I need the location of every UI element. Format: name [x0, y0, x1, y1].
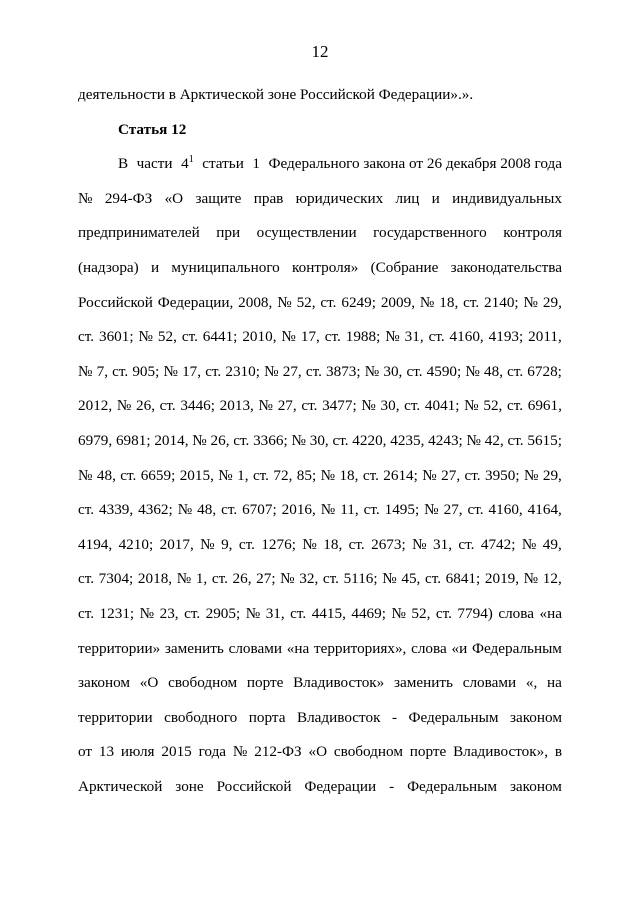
word: ст.	[428, 328, 445, 346]
word: ст.	[181, 328, 198, 346]
word: 27,	[443, 501, 463, 519]
word: ст.	[467, 501, 484, 519]
clause-superscript: 1	[188, 154, 194, 166]
word: ст.	[332, 431, 349, 449]
word: ст.	[252, 466, 269, 484]
word: Владивосток»	[293, 674, 385, 692]
word: 2012,	[78, 397, 113, 415]
word: №	[232, 743, 248, 761]
word: 2015	[161, 743, 192, 761]
page-number: 12	[311, 42, 329, 61]
word: 26,	[210, 431, 230, 449]
word: №	[424, 501, 439, 519]
word: 52,	[483, 397, 503, 415]
word: ст.	[324, 328, 341, 346]
word: 3366;	[253, 431, 288, 449]
word: 4742;	[480, 535, 516, 553]
word: июля	[120, 743, 155, 761]
word: №	[138, 328, 153, 346]
word: 212-ФЗ	[254, 743, 302, 761]
text-line	[78, 216, 562, 251]
word: Владивосток	[296, 708, 381, 726]
word: 30,	[309, 431, 329, 449]
text-line-first	[78, 147, 562, 182]
text-line	[78, 562, 562, 597]
word: №	[291, 431, 306, 449]
text-line-continuation	[78, 78, 562, 113]
word: №	[320, 466, 336, 484]
word: 2011,	[528, 328, 562, 346]
word: 18,	[339, 466, 359, 484]
word: №	[163, 362, 178, 380]
word: №	[391, 604, 406, 622]
word: Федеральным	[407, 777, 497, 795]
clause-base: 4	[181, 155, 189, 173]
word: 6249;	[341, 293, 376, 311]
word: ст.	[406, 362, 423, 380]
word: контроля»	[292, 258, 359, 276]
word: №	[523, 293, 539, 311]
word: ст.	[348, 535, 365, 553]
word: 48,	[197, 501, 217, 519]
word: 45,	[401, 570, 421, 588]
word: ст.	[221, 501, 238, 519]
word: ст.	[120, 466, 137, 484]
word: территории	[78, 708, 153, 726]
word: ст.	[507, 397, 524, 415]
text-line	[78, 597, 562, 632]
word: 26,	[232, 570, 252, 588]
word: осуществлении	[256, 224, 357, 242]
word: ст.	[458, 535, 475, 553]
word: 4220,	[352, 431, 387, 449]
word: 2009,	[380, 293, 415, 311]
word: 2008,	[238, 293, 273, 311]
word: 4469;	[351, 604, 386, 622]
word: 7794)	[457, 604, 493, 622]
word: 18,	[439, 293, 459, 311]
word: слова	[498, 604, 534, 622]
text-line	[78, 701, 562, 736]
word: 48,	[96, 466, 116, 484]
word: №	[361, 397, 376, 415]
word: «и	[451, 639, 468, 657]
word: №	[218, 466, 233, 484]
word: 29,	[542, 293, 562, 311]
word: 49,	[542, 535, 562, 553]
word: №	[320, 501, 336, 519]
word: 4243;	[428, 431, 463, 449]
word: №	[385, 328, 400, 346]
clause-number	[181, 147, 194, 182]
word: законом	[78, 674, 130, 692]
word: №	[277, 293, 292, 311]
word: 52,	[296, 293, 316, 311]
text-line	[78, 770, 562, 805]
word: при	[216, 224, 241, 242]
word: года	[198, 743, 227, 761]
word: №	[302, 535, 317, 553]
word: 4415,	[311, 604, 346, 622]
word: ст.	[464, 466, 481, 484]
word: Владивосток»,	[453, 743, 548, 761]
word: ст.	[290, 604, 307, 622]
word: 4164,	[527, 501, 562, 519]
word: 2016,	[281, 501, 316, 519]
word: заменить	[164, 639, 224, 657]
word: свободном	[168, 674, 238, 692]
word: «О	[139, 674, 159, 692]
word: порте	[246, 674, 284, 692]
word: 12,	[542, 570, 562, 588]
word: 4160,	[449, 328, 484, 346]
word: законодательства	[450, 258, 562, 276]
word: 2140;	[484, 293, 519, 311]
word: ст.	[424, 570, 442, 588]
word: 29,	[542, 466, 562, 484]
word: 27,	[277, 397, 297, 415]
word: 6728;	[527, 362, 562, 380]
word: ст.	[78, 570, 95, 588]
word: 31,	[433, 535, 452, 553]
word: законом	[509, 777, 562, 795]
word: 31,	[265, 604, 285, 622]
word: 4041;	[424, 397, 460, 415]
word: 1988;	[345, 328, 381, 346]
word: на	[547, 674, 562, 692]
word: №	[176, 570, 192, 588]
word: -	[389, 777, 395, 795]
word: 7304;	[98, 570, 134, 588]
word: №	[465, 362, 480, 380]
word: 13	[98, 743, 115, 761]
word: «,	[525, 674, 538, 692]
word: ст.	[112, 362, 129, 380]
word: 6979,	[78, 431, 113, 449]
word: 4193;	[488, 328, 524, 346]
word: №	[245, 604, 261, 622]
word: ст.	[233, 431, 250, 449]
word: ст.	[463, 293, 480, 311]
word: 7,	[96, 362, 109, 380]
word: 4235,	[390, 431, 425, 449]
word: №	[281, 328, 296, 346]
word: 2018,	[137, 570, 173, 588]
word: лиц	[395, 189, 420, 207]
word: ст.	[238, 535, 255, 553]
text-line	[78, 320, 562, 355]
word: 6659;	[140, 466, 176, 484]
continuation-text: деятельности в Арктической зоне Российской Федерации».».	[78, 86, 474, 103]
word: 27,	[441, 466, 461, 484]
word: 2015,	[179, 466, 214, 484]
word: 2905;	[205, 604, 241, 622]
word: 30,	[380, 397, 400, 415]
word: 3950;	[484, 466, 520, 484]
word: 1,	[237, 466, 249, 484]
text-line	[78, 182, 562, 217]
word: 4590;	[426, 362, 462, 380]
word: ст.	[507, 362, 524, 380]
word: 3873;	[326, 362, 361, 380]
word: 2310;	[225, 362, 260, 380]
word: №	[116, 397, 132, 415]
word: 4362;	[138, 501, 173, 519]
word: части	[136, 155, 173, 173]
word: 31,	[404, 328, 424, 346]
word: 18,	[323, 535, 343, 553]
word: Федеральным	[408, 708, 499, 726]
word: в	[554, 743, 562, 761]
word: №	[200, 535, 215, 553]
text-line	[78, 735, 562, 770]
article-heading: Статья 12	[118, 120, 187, 138]
text-line	[78, 666, 562, 701]
word: 27,	[282, 362, 302, 380]
word: «О	[308, 743, 328, 761]
word: и	[431, 189, 440, 207]
word: 2614;	[383, 466, 418, 484]
word: 4194,	[78, 535, 113, 553]
word: 5615;	[527, 431, 562, 449]
word: 26,	[136, 397, 155, 415]
word: №	[523, 570, 539, 588]
word: словами	[228, 639, 282, 657]
word: №	[412, 535, 427, 553]
word: №	[78, 466, 93, 484]
word: 23,	[159, 604, 179, 622]
word: 85;	[296, 466, 317, 484]
word: «на	[286, 639, 310, 657]
paragraph-lines	[78, 182, 562, 805]
word: 27;	[256, 570, 276, 588]
word: 32,	[299, 570, 319, 588]
word: 17,	[182, 362, 202, 380]
word: Федерации,	[157, 293, 234, 311]
word: ст.	[301, 397, 318, 415]
word: ст.	[159, 397, 176, 415]
text-line	[78, 286, 562, 321]
word: №	[78, 189, 93, 207]
word: заменить	[394, 674, 453, 692]
word: «О	[164, 189, 184, 207]
word: 2014,	[154, 431, 189, 449]
word: Федеральным	[471, 639, 562, 657]
word: свободном	[333, 743, 403, 761]
text-line	[78, 493, 562, 528]
word: территориях»,	[313, 639, 407, 657]
word: ст.	[435, 604, 452, 622]
word: ст.	[78, 604, 95, 622]
word: 4339,	[99, 501, 134, 519]
text-line	[78, 251, 562, 286]
word: 6841;	[445, 570, 481, 588]
word: №	[258, 397, 274, 415]
word: №	[521, 535, 537, 553]
word: 3477;	[322, 397, 357, 415]
word: №	[177, 501, 193, 519]
word: В	[118, 155, 129, 173]
word: 1495;	[384, 501, 420, 519]
word: Российской	[216, 777, 292, 795]
word: 1231;	[99, 604, 135, 622]
word: 3601;	[98, 328, 134, 346]
word: 2673;	[371, 535, 406, 553]
word: Арктической	[78, 777, 163, 795]
word: законом	[509, 708, 562, 726]
word: от	[78, 743, 93, 761]
word: прав	[253, 189, 284, 207]
word: №	[464, 397, 479, 415]
word: территории»	[78, 639, 161, 657]
word: 2019,	[484, 570, 520, 588]
text-line	[78, 424, 562, 459]
line-rest: Федерального закона от 26 декабря 2008 года	[268, 155, 562, 173]
word: ст.	[78, 501, 95, 519]
word: 2010,	[242, 328, 277, 346]
word: Российской	[78, 293, 153, 311]
word: -	[391, 708, 398, 726]
word: контроля	[503, 224, 562, 242]
word: ст.	[322, 570, 339, 588]
word: 2013,	[219, 397, 254, 415]
word: 52,	[411, 604, 431, 622]
word: 905;	[132, 362, 160, 380]
word: 1	[252, 155, 260, 173]
word: №	[419, 293, 435, 311]
word: ст.	[184, 604, 201, 622]
word: муниципального	[171, 258, 280, 276]
text-line	[78, 459, 562, 494]
word: государственного	[373, 224, 487, 242]
word: 4160,	[488, 501, 523, 519]
word: словами	[462, 674, 517, 692]
word: №	[78, 362, 93, 380]
word: 48,	[484, 362, 503, 380]
text-line	[78, 528, 562, 563]
word: предпринимателей	[78, 224, 200, 242]
word: ст.	[211, 570, 228, 588]
word: №	[364, 362, 380, 380]
word: юридических	[295, 189, 384, 207]
word: 52,	[157, 328, 177, 346]
word: ст.	[507, 431, 524, 449]
word: 1276;	[261, 535, 296, 553]
word: 17,	[300, 328, 320, 346]
word: «на	[539, 604, 562, 622]
word: статьи	[202, 155, 244, 173]
word: 72,	[273, 466, 293, 484]
word: №	[466, 431, 482, 449]
word: ст.	[205, 362, 222, 380]
word: №	[422, 466, 437, 484]
word: ст.	[404, 397, 421, 415]
word: №	[264, 362, 279, 380]
word: 2017,	[159, 535, 194, 553]
word: 42,	[484, 431, 504, 449]
document-body	[78, 78, 562, 804]
word: №	[523, 466, 539, 484]
word: №	[382, 570, 397, 588]
word: 5116;	[343, 570, 378, 588]
word: 6961,	[527, 397, 562, 415]
word: индивидуальных	[452, 189, 562, 207]
word: ст.	[363, 501, 380, 519]
word: порте	[409, 743, 447, 761]
word: и	[151, 258, 160, 276]
word: ст.	[362, 466, 379, 484]
word: 6981;	[115, 431, 151, 449]
word: ст.	[320, 293, 337, 311]
text-line	[78, 389, 562, 424]
word: 9,	[221, 535, 233, 553]
word: слова	[411, 639, 447, 657]
word: 30,	[383, 362, 403, 380]
word: №	[192, 431, 207, 449]
word: (Собрание	[370, 258, 439, 276]
word: (надзора)	[78, 258, 139, 276]
word: зоне	[175, 777, 204, 795]
word: №	[139, 604, 155, 622]
word: 11,	[340, 501, 359, 519]
word: порта	[248, 708, 286, 726]
word: Федерации	[304, 777, 377, 795]
word: 1,	[195, 570, 208, 588]
word: ст.	[305, 362, 322, 380]
word: 4210;	[118, 535, 154, 553]
word: защите	[195, 189, 242, 207]
word: 3446;	[180, 397, 215, 415]
word: №	[280, 570, 295, 588]
text-line	[78, 355, 562, 390]
word: 294-ФЗ	[104, 189, 153, 207]
text-line	[78, 632, 562, 667]
word: 6441;	[202, 328, 238, 346]
word: ст.	[78, 328, 95, 346]
word: 6707;	[242, 501, 277, 519]
word: свободного	[164, 708, 238, 726]
